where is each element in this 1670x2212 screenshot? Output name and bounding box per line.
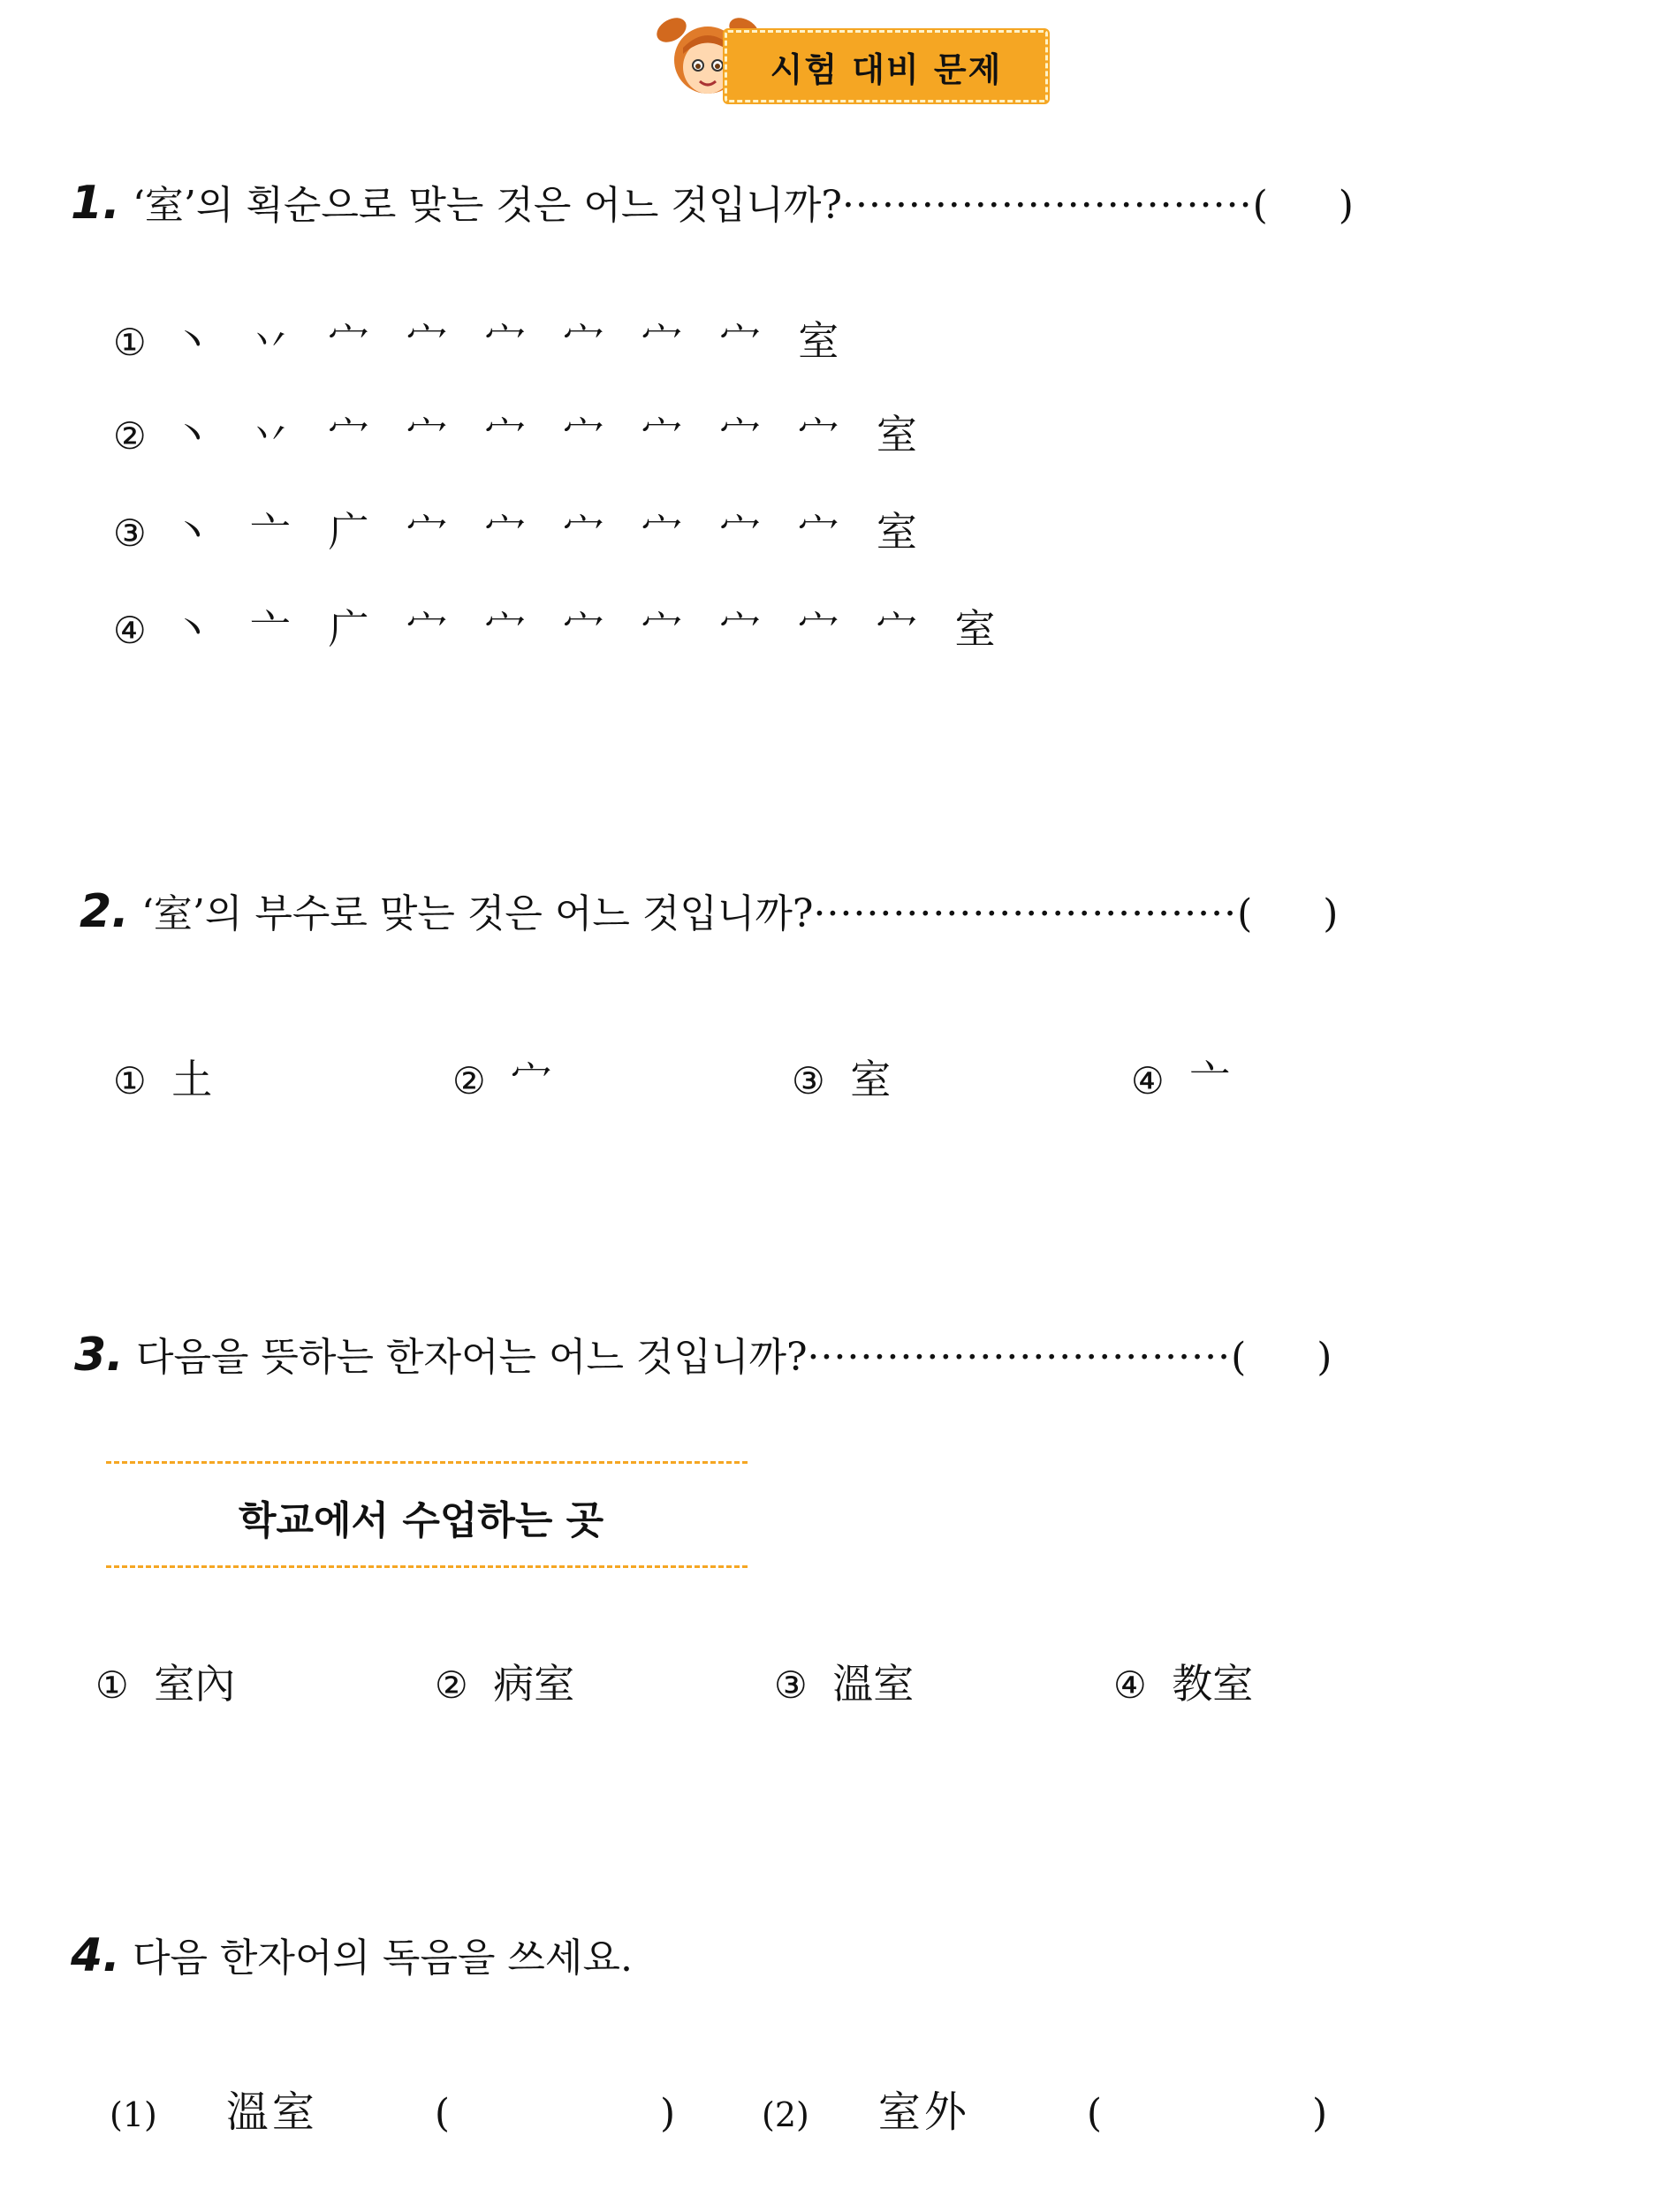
answer-paren-open: ( [434,2091,451,2136]
option-text: 宀 [511,1056,552,1103]
q1-option-4[interactable] [113,597,1008,655]
definition-box-text: 학교에서 수업하는 곳 [239,1498,604,1543]
leader-dots: ································ [813,891,1238,936]
option-marker: ④ [113,609,147,652]
option-marker: ④ [1113,1663,1147,1707]
answer-paren-close: ) [1323,891,1339,936]
q2-option-1[interactable] [113,1048,212,1106]
answer-paren-close: ) [1317,1335,1332,1380]
section-title-badge [725,30,1048,102]
option-text: 丶 丷 宀 宀 宀 宀 宀 宀 室 [171,317,852,365]
item-word: 室外 [877,2087,970,2137]
option-text: 丶 亠 广 宀 宀 宀 宀 宀 宀 宀 室 [171,605,1008,653]
q3-option-1[interactable] [95,1652,235,1710]
item-word: 溫室 [225,2087,318,2137]
q2-option-4[interactable] [1131,1048,1230,1106]
option-marker: ② [452,1059,486,1102]
q2-option-2[interactable] [452,1048,551,1106]
option-text: 溫室 [832,1660,915,1708]
box-top-divider [106,1461,748,1464]
q4-item-2 [762,2078,1327,2139]
q4-item-1 [110,2078,675,2139]
option-marker: ② [113,414,147,458]
option-text: 室內 [154,1660,236,1708]
question-4 [71,1926,633,1982]
option-text: 丶 亠 广 宀 宀 宀 宀 宀 宀 室 [171,508,930,556]
option-text: 教室 [1172,1660,1254,1708]
answer-paren-open: ( [1086,2091,1103,2136]
option-text: 亠 [1189,1056,1231,1103]
item-index: (1) [110,2095,157,2134]
question-number: 4. [71,1929,120,1982]
option-marker: ① [95,1663,129,1707]
option-text: 丶 丷 宀 宀 宀 宀 宀 宀 宀 室 [171,411,930,458]
q1-option-3[interactable] [113,500,930,558]
leader-dots: ······························· [842,183,1253,228]
q3-option-4[interactable] [1113,1652,1253,1710]
option-marker: ④ [1131,1059,1165,1102]
q1-option-2[interactable] [113,403,930,461]
q3-option-2[interactable] [435,1652,574,1710]
question-text: ‘室’의 부수로 맞는 것은 어느 것입니까? [140,891,814,936]
option-marker: ③ [774,1663,808,1707]
section-title: 시험 대비 문제 [770,49,1003,89]
question-3 [74,1325,1332,1382]
question-text: ‘室’의 획순으로 맞는 것은 어느 것입니까? [132,183,842,228]
question-2 [80,882,1338,938]
answer-paren-close: ) [1312,2091,1328,2136]
answer-paren-open: ( [1231,1335,1247,1380]
option-text: 土 [171,1056,213,1103]
question-number: 3. [74,1329,124,1382]
question-number: 2. [80,885,129,938]
question-1 [71,173,1354,230]
option-text: 室 [850,1056,892,1103]
answer-paren-open: ( [1237,891,1253,936]
question-text: 다음 한자어의 독음을 쓰세요. [132,1936,633,1981]
question-number: 1. [71,177,120,230]
option-marker: ③ [113,511,147,555]
item-index: (2) [762,2095,809,2134]
box-bottom-divider [106,1565,748,1568]
q3-option-3[interactable] [774,1652,914,1710]
answer-paren-open: ( [1252,183,1268,228]
question-text: 다음을 뜻하는 한자어는 어느 것입니까? [135,1335,808,1380]
option-marker: ① [113,1059,147,1102]
answer-paren-close: ) [1338,183,1354,228]
option-marker: ① [113,321,147,364]
option-marker: ③ [792,1059,825,1102]
answer-paren-close: ) [660,2091,676,2136]
q1-option-1[interactable] [113,309,851,367]
q2-option-3[interactable] [792,1048,891,1106]
option-text: 病室 [493,1660,575,1708]
leader-dots: ································ [807,1335,1232,1380]
option-marker: ② [435,1663,468,1707]
